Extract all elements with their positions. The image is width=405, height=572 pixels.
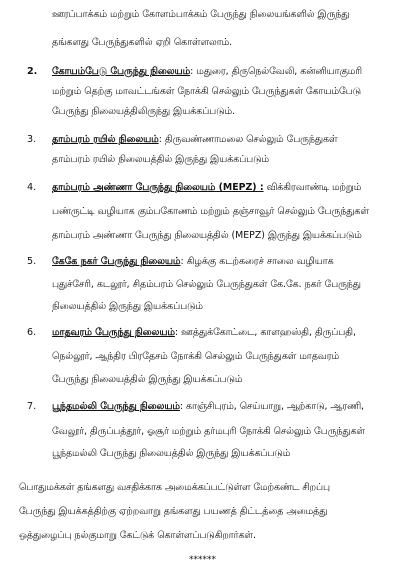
item-3-number: 3. [27,134,37,145]
item-4-line-3: தாம்பரம் அண்ணா பேருந்து நிலையத்தில் (MEPZ) இருந்து இயக்கப்படும் [52,230,362,241]
item-3-first-line [52,134,337,146]
item-6-line-1: : ஊத்துக்கோட்டை, காளஹஸ்தி, திருப்பதி, [174,327,356,338]
item-4-line-2: பண்ருட்டி வழியாக கும்பகோணம் மற்றும் தஞ்சாவூர் செல்லும் பேருந்துகள் [52,206,369,217]
item-5-first-line [52,256,334,268]
item-4-number: 4. [27,182,37,193]
item-7-first-line [52,401,364,413]
item-2-line-2: மற்றும் தெற்கு மாவட்டங்கள் நோக்கி செல்லும் பேருந்துகள் கோயம்பேடு [52,86,362,97]
closing-line-1: பொதுமக்கள் தங்களது வசதிக்காக அமைக்கப்பட்டுள்ள மேற்கண்ட சிறப்பு [19,482,331,493]
item-5-line-2: புதுச்சேரி, கடலூர், சிதம்பரம் செல்லும் பேருந்துகள் கே.கே. நகர் பேருந்து [52,279,361,290]
item-4-title: தாம்பரம் அண்ணா பேருந்து நிலையம் (MEPZ) : [52,182,264,193]
intro-line-1: ஊரப்பாக்கம் மற்றும் கோளம்பாக்கம் பேருந்து நிலையங்களில் இருந்து [52,9,350,20]
item-5-line-1: : கிழக்கு கடற்கரைச் சாலை வழியாக [180,256,334,267]
item-6-line-2: நெல்லூர், ஆந்திர பிரதேசம் நோக்கி செல்லும் பேருந்துகள் மாதவரம் [52,351,340,362]
item-5-number: 5. [27,256,37,267]
item-6-first-line [52,327,356,339]
closing-line-3: ஒத்துழைப்பு நல்குமாறு கேட்டுக் கொள்ளப்படுகிறார்கள். [19,530,256,541]
item-6-number: 6. [27,327,37,338]
item-5-title: கேகே நகர் பேருந்து நிலையம் [52,256,181,267]
item-6-title: மாதவரம் பேருந்து நிலையம் [52,327,175,338]
item-7-line-1: : காஞ்சிபுரம், செய்யாறு, ஆற்காடு, ஆரணி, [179,401,365,412]
item-7-line-2: வேலூர், திருப்பத்தூர், ஓசூர் மற்றும் தர்மபுரி நோக்கி செல்லும் பேருந்துகள் [52,426,365,437]
item-2-title: கோயம்பேடு பேருந்து நிலையம் [52,66,191,77]
item-7-number: 7. [27,401,37,412]
item-6-line-3: பேருந்து நிலையத்தில் இருந்து இயக்கப்படும் [52,374,243,385]
item-2-first-line [52,66,362,78]
item-4-first-line [52,182,361,194]
item-3-title: தாம்பரம் ரயில் நிலையம் [52,134,159,145]
intro-line-2: தங்களது பேருந்துகளில் ஏறி கொள்ளலாம். [52,37,233,48]
item-7-line-3: பூந்தமல்லி பேருந்து நிலையத்தில் இருந்து இயக்கப்படும் [52,448,291,459]
item-2-number: 2. [27,66,38,77]
closing-line-2: பேருந்து இயக்கத்திற்கு ஏற்றவாறு தங்களது பயணத் திட்டத்தை அமைத்து [19,506,328,517]
item-3-line-2: தாம்பரம் ரயில் நிலையத்தில் இருந்து இயக்கப்படும் [52,154,270,165]
item-2-line-3: பேருந்து நிலையத்திலிருந்து இயக்கப்படும். [52,106,236,117]
item-2-line-1: : மதுரை, திருநெல்வேலி, கன்னியாகுமரி [190,66,363,77]
item-5-line-3: நிலையத்தில் இருந்து இயக்கப்படும் [52,301,203,312]
item-4-line-1: விக்கிரவாண்டி மற்றும் [263,182,362,193]
item-3-line-1: : திருவண்ணாமலை செல்லும் பேருந்துகள் [158,134,338,145]
item-7-title: பூந்தமல்லி பேருந்து நிலையம் [52,401,180,412]
end-marker: ****** [189,555,216,565]
